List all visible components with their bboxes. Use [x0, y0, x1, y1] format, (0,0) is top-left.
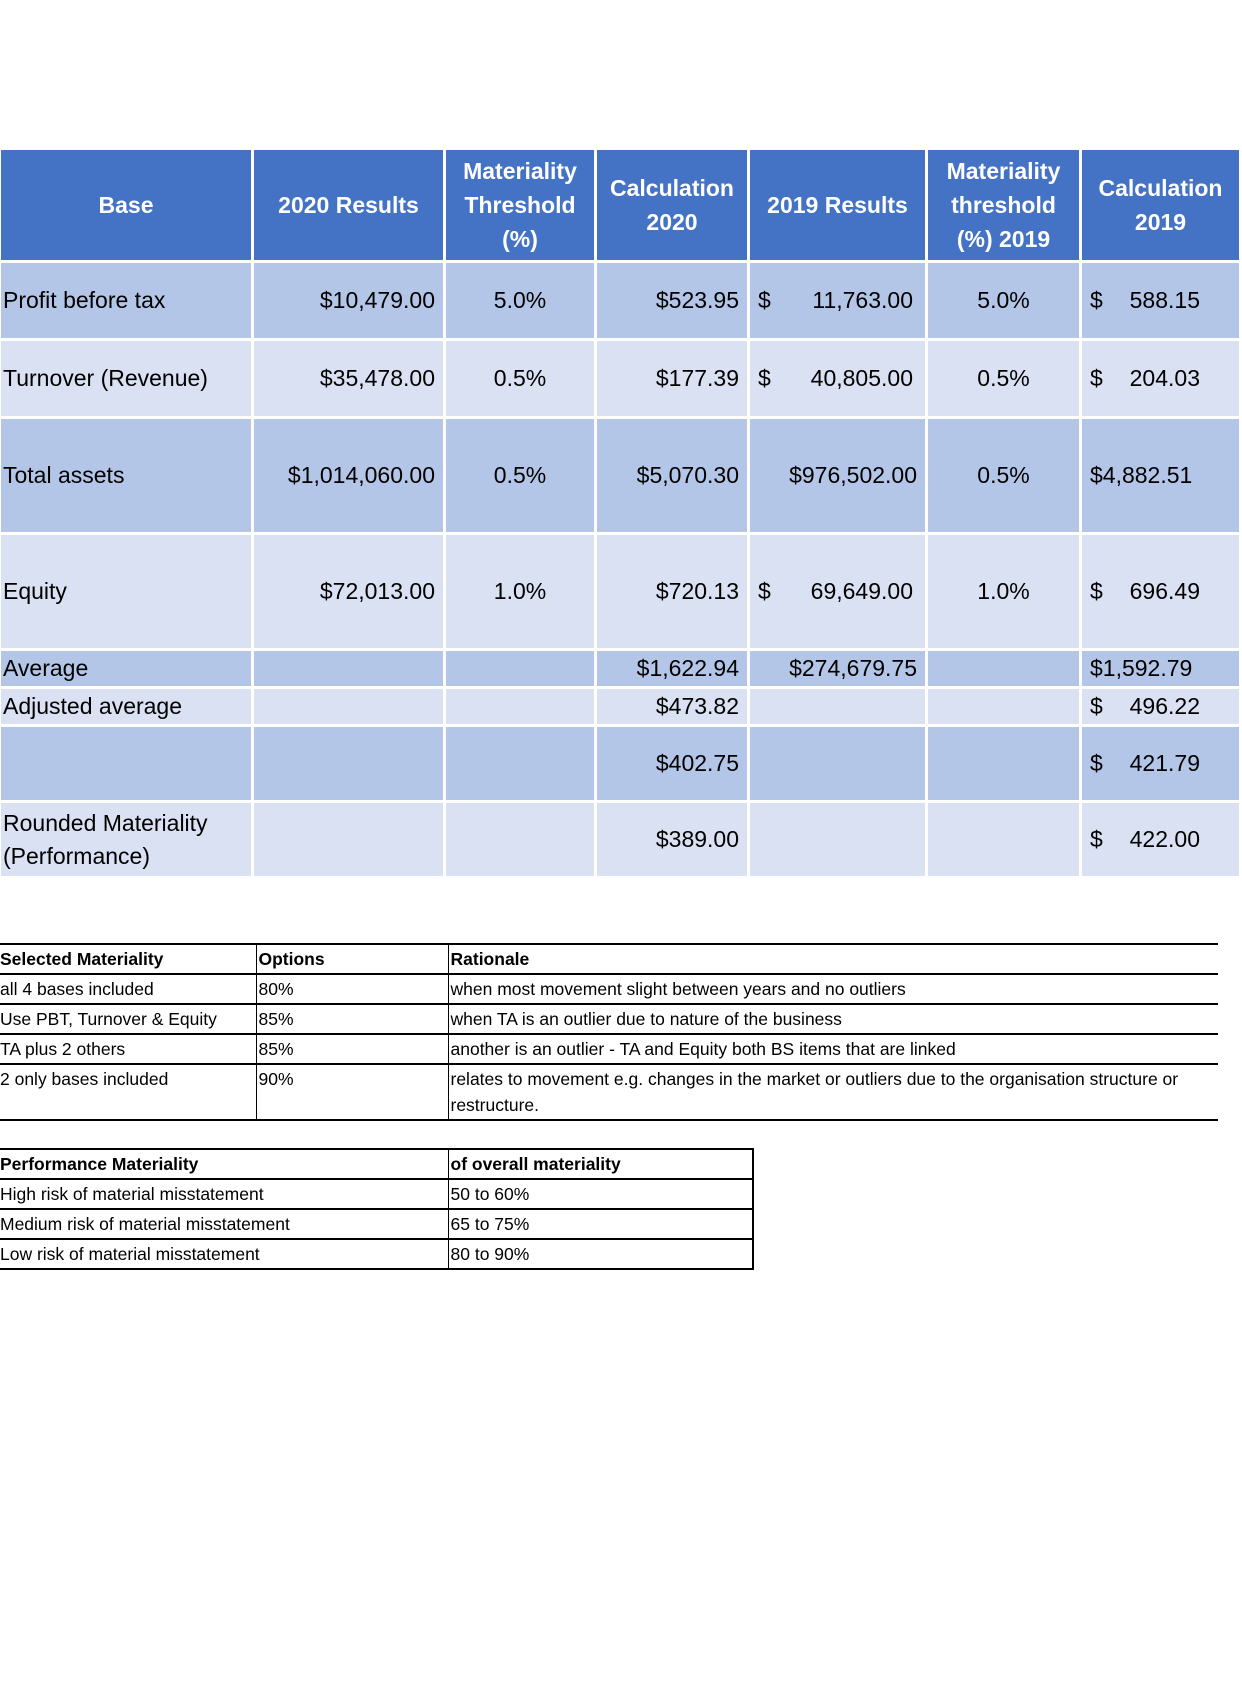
performance-materiality-table [0, 1148, 754, 1270]
row-rounded-materiality [1, 803, 1239, 876]
header-overall-materiality: of overall materiality [448, 1149, 753, 1179]
currency-symbol: $ [758, 287, 771, 313]
rationale-cell: when most movement slight between years and no outliers [448, 974, 1218, 1004]
row-label: Turnover (Revenue) [1, 341, 251, 416]
row-average [1, 651, 1239, 686]
amount: 421.79 [1129, 750, 1200, 776]
calculation-2019: $1,592.79 [1082, 651, 1239, 686]
header-selected-materiality: Selected Materiality [0, 944, 256, 974]
amount: 40,805.00 [810, 365, 913, 391]
currency-symbol: $ [1090, 365, 1103, 391]
calculation-2020: $5,070.30 [597, 419, 747, 532]
calculation-2019 [1082, 341, 1239, 416]
header-threshold-2020: Materiality Threshold (%) [446, 150, 594, 260]
calculation-2020: $523.95 [597, 263, 747, 338]
currency-symbol: $ [1090, 826, 1103, 852]
header-2020-results: 2020 Results [254, 150, 443, 260]
empty-cell [750, 727, 925, 800]
currency-symbol: $ [1090, 693, 1103, 719]
header-performance-materiality: Performance Materiality [0, 1149, 448, 1179]
empty-cell [750, 803, 925, 876]
calculation-2020: $720.13 [597, 535, 747, 648]
risk-level-cell: Low risk of material misstatement [0, 1239, 448, 1269]
calculation-2019 [1082, 689, 1239, 724]
empty-cell [446, 689, 594, 724]
option-cell: 85% [256, 1034, 448, 1064]
threshold-2020: 0.5% [446, 341, 594, 416]
row-label: Equity [1, 535, 251, 648]
row-turnover [1, 341, 1239, 416]
header-calculation-2019: Calculation 2019 [1082, 150, 1239, 260]
calculation-2020: $473.82 [597, 689, 747, 724]
table-row [0, 1034, 1218, 1064]
header-2019-results: 2019 Results [750, 150, 925, 260]
risk-level-cell: High risk of material misstatement [0, 1179, 448, 1209]
row-unlabeled [1, 727, 1239, 800]
header-threshold-2019: Materiality threshold (%) 2019 [928, 150, 1079, 260]
row-label: Rounded Materiality (Performance) [1, 803, 251, 876]
amount: 696.49 [1129, 578, 1200, 604]
empty-cell [446, 651, 594, 686]
percentage-cell: 50 to 60% [448, 1179, 753, 1209]
threshold-2020: 1.0% [446, 535, 594, 648]
header-row [1, 150, 1239, 260]
table-row [0, 1004, 1218, 1034]
header-base: Base [1, 150, 251, 260]
amount: 204.03 [1129, 365, 1200, 391]
empty-cell [928, 689, 1079, 724]
currency-symbol: $ [758, 578, 771, 604]
results-2019 [750, 535, 925, 648]
header-row [0, 1149, 753, 1179]
table-row [0, 974, 1218, 1004]
row-profit-before-tax [1, 263, 1239, 338]
currency-symbol: $ [758, 365, 771, 391]
calculation-2019 [1082, 535, 1239, 648]
empty-cell [254, 689, 443, 724]
threshold-2020: 5.0% [446, 263, 594, 338]
empty-cell [928, 651, 1079, 686]
empty-cell [750, 689, 925, 724]
threshold-2020: 0.5% [446, 419, 594, 532]
row-label: Average [1, 651, 251, 686]
empty-cell [254, 651, 443, 686]
results-2019: $274,679.75 [750, 651, 925, 686]
currency-symbol: $ [1090, 750, 1103, 776]
calculation-2019 [1082, 727, 1239, 800]
table-row [0, 1209, 753, 1239]
selection-cell: all 4 bases included [0, 974, 256, 1004]
amount: 588.15 [1129, 287, 1200, 313]
currency-symbol: $ [1090, 578, 1103, 604]
amount: 496.22 [1129, 693, 1200, 719]
empty-cell [928, 803, 1079, 876]
option-cell: 90% [256, 1064, 448, 1120]
calculation-2020: $1,622.94 [597, 651, 747, 686]
calculation-2020: $389.00 [597, 803, 747, 876]
risk-level-cell: Medium risk of material misstatement [0, 1209, 448, 1239]
row-label: Total assets [1, 419, 251, 532]
results-2020: $10,479.00 [254, 263, 443, 338]
header-calculation-2020: Calculation 2020 [597, 150, 747, 260]
results-2019: $976,502.00 [750, 419, 925, 532]
percentage-cell: 65 to 75% [448, 1209, 753, 1239]
percentage-cell: 80 to 90% [448, 1239, 753, 1269]
row-adjusted-average [1, 689, 1239, 724]
threshold-2019: 0.5% [928, 341, 1079, 416]
row-equity [1, 535, 1239, 648]
threshold-2019: 0.5% [928, 419, 1079, 532]
currency-symbol: $ [1090, 287, 1103, 313]
results-2020: $1,014,060.00 [254, 419, 443, 532]
materiality-calculation-table [0, 147, 1242, 879]
rationale-cell: another is an outlier - TA and Equity both BS items that are linked [448, 1034, 1218, 1064]
empty-cell [446, 803, 594, 876]
empty-cell [928, 727, 1079, 800]
amount: 11,763.00 [812, 287, 913, 313]
header-options: Options [256, 944, 448, 974]
row-label: Adjusted average [1, 689, 251, 724]
threshold-2019: 5.0% [928, 263, 1079, 338]
calculation-2020: $177.39 [597, 341, 747, 416]
option-cell: 85% [256, 1004, 448, 1034]
table-row [0, 1239, 753, 1269]
selected-materiality-table [0, 943, 1218, 1121]
selection-cell: 2 only bases included [0, 1064, 256, 1120]
empty-cell [254, 727, 443, 800]
calculation-2019 [1082, 263, 1239, 338]
header-row [0, 944, 1218, 974]
calculation-2019 [1082, 803, 1239, 876]
row-total-assets [1, 419, 1239, 532]
selection-cell: TA plus 2 others [0, 1034, 256, 1064]
table-row [0, 1064, 1218, 1120]
rationale-cell: when TA is an outlier due to nature of the business [448, 1004, 1218, 1034]
amount: 69,649.00 [810, 578, 913, 604]
results-2020: $35,478.00 [254, 341, 443, 416]
calculation-2019: $4,882.51 [1082, 419, 1239, 532]
selection-cell: Use PBT, Turnover & Equity [0, 1004, 256, 1034]
row-label: Profit before tax [1, 263, 251, 338]
calculation-2020: $402.75 [597, 727, 747, 800]
amount: 422.00 [1129, 826, 1200, 852]
table-row [0, 1179, 753, 1209]
option-cell: 80% [256, 974, 448, 1004]
results-2019 [750, 263, 925, 338]
rationale-cell: relates to movement e.g. changes in the market or outliers due to the organisation structure or restructure. [448, 1064, 1218, 1120]
header-rationale: Rationale [448, 944, 1218, 974]
row-label [1, 727, 251, 800]
empty-cell [446, 727, 594, 800]
empty-cell [254, 803, 443, 876]
results-2020: $72,013.00 [254, 535, 443, 648]
threshold-2019: 1.0% [928, 535, 1079, 648]
results-2019 [750, 341, 925, 416]
